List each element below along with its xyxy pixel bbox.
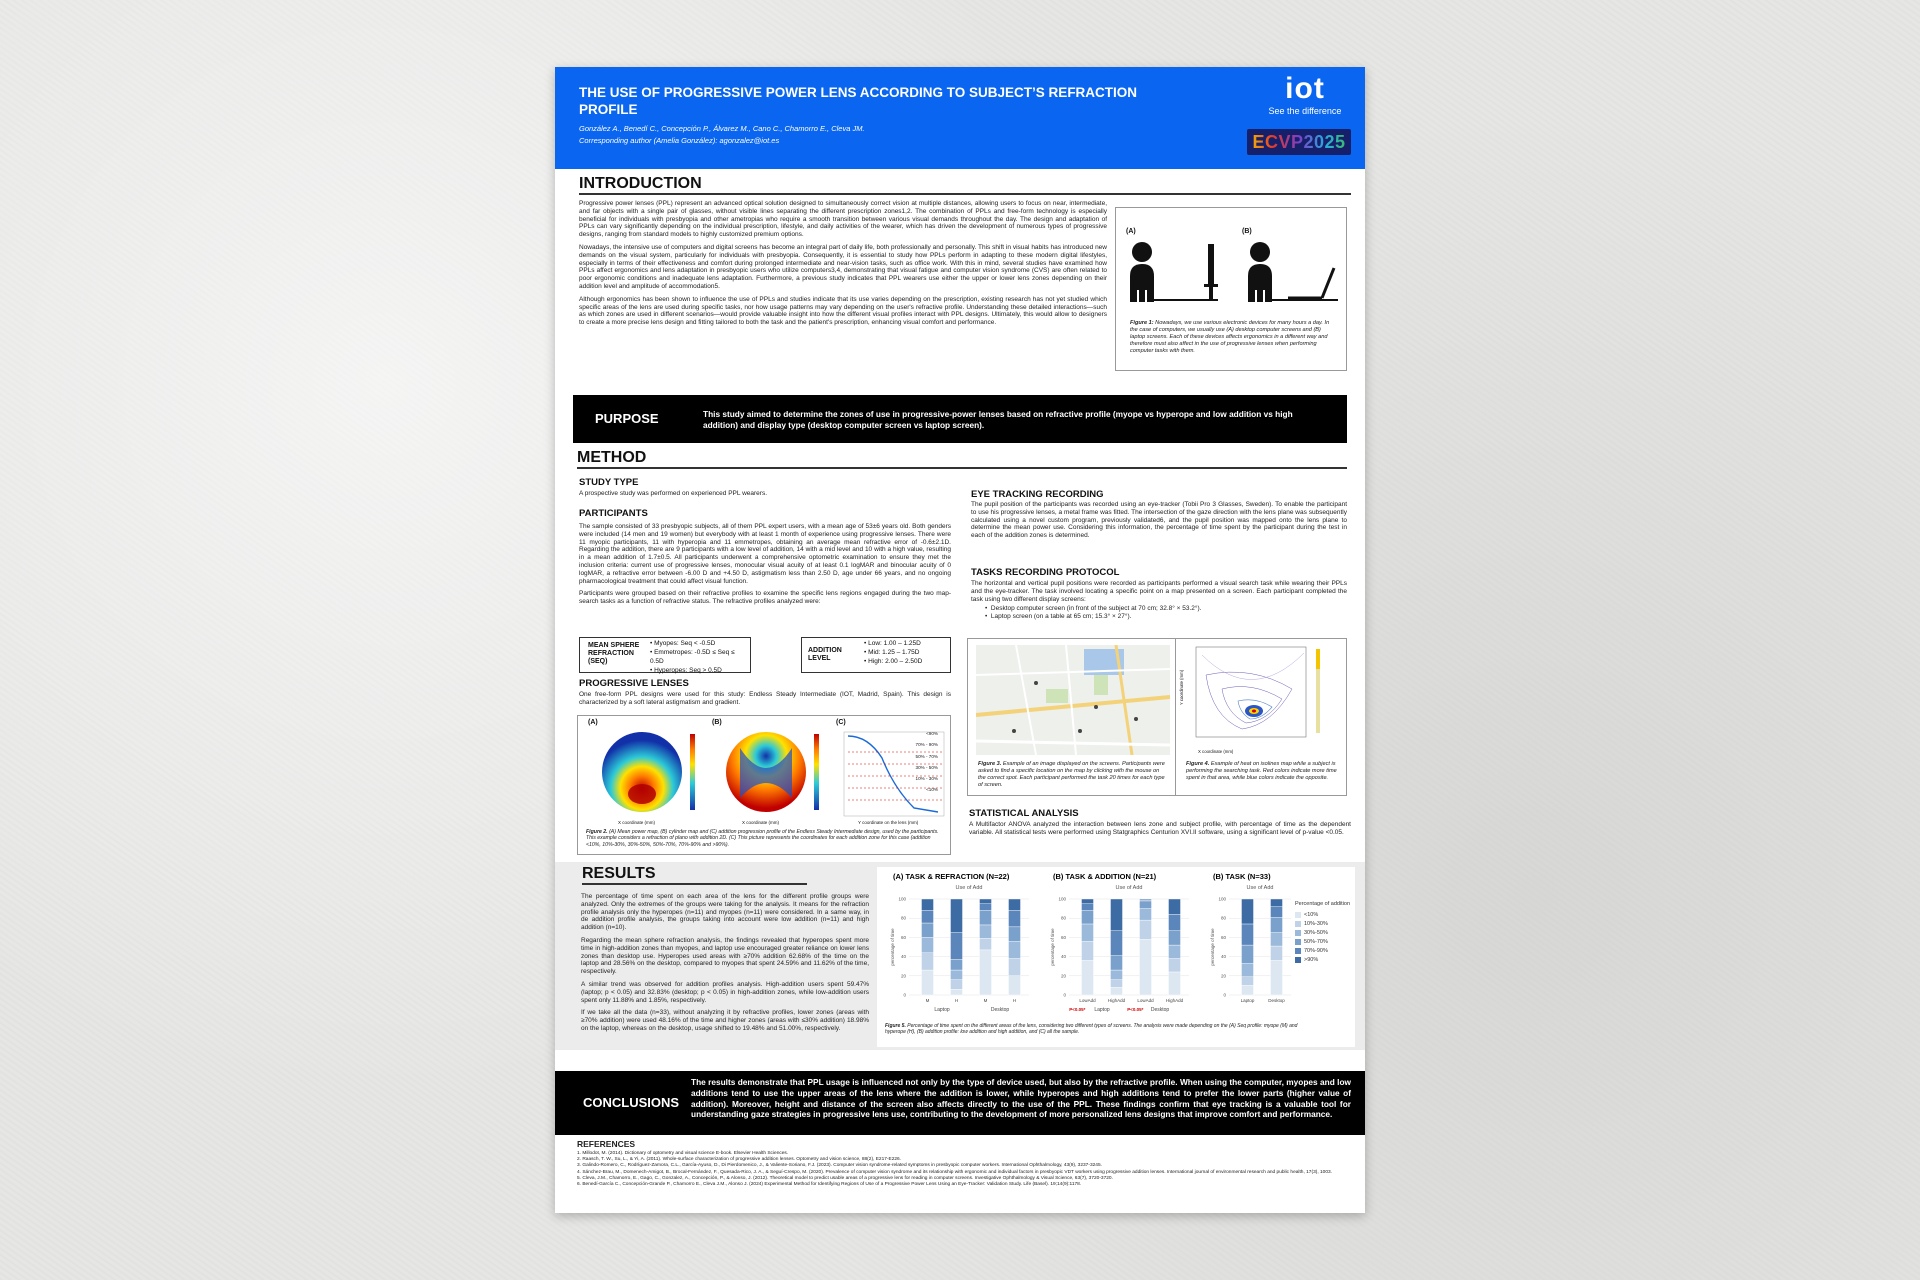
eye-tracking-heading: EYE TRACKING RECORDING — [971, 489, 1104, 500]
ecvp-logo: ECVP2025 — [1247, 129, 1351, 155]
significance-annotation: P<0.05* — [1127, 1007, 1144, 1012]
bar-segment — [1169, 959, 1181, 972]
authors: González A., Benedí C., Concepción P., Álvarez M., Cano C., Chamorro E., Cleva JM. — [579, 124, 865, 133]
bar-segment — [1111, 970, 1123, 980]
poster-header — [555, 67, 1365, 169]
addition-item: • High: 2.00 – 2.50D — [864, 657, 922, 666]
fig1-label-a: (A) — [1126, 228, 1136, 235]
bar-segment — [1082, 911, 1094, 924]
fig1-caption-text: Nowadays, we use various electronic devices for many hours a day. In the case of computers, we usually use (A) desktop computer screens and (B) laptop screens. Each of these devices affects ergonomics in a different way and therefore must also affect in the use of progressive lenses when performing computer tasks with them. — [1130, 320, 1330, 354]
study-type-text: A prospective study was performed on experienced PPL wearers. — [579, 490, 767, 497]
bar-segment — [1271, 946, 1283, 960]
fig1-caption-label: Figure 1: — [1130, 320, 1154, 326]
seq-list — [650, 639, 750, 675]
bar-segment — [1242, 963, 1254, 976]
y-tick-label: 80 — [900, 915, 906, 921]
chart-title: (A) TASK & REFRACTION (N=22) — [893, 872, 1010, 881]
bar-segment — [1111, 956, 1123, 970]
figure-1 — [1115, 207, 1347, 371]
intro-paragraph-1: Progressive power lenses (PPL) represent an advanced optical solution designed to simultaneously correct vision at multiple distances, allowing users to focus on near, intermediate, and far objects with a single pair of glasses, without visible lines separating the different prescription zones1,2. The combination of PPLs and free-form technology is especially beneficial for individuals with presbyopia and other ametropias who require a smooth transition between various visual demands throughout the day. The design and adaptation of PPLs can vary significantly depending on the individual prescription, lifestyle, and daily activities of the wearer, which has driven the development of numerous types of progressive designs, ranging from standard models to highly customized premium options. — [579, 200, 1107, 239]
bar-segment — [922, 899, 934, 911]
fig2-caption — [586, 829, 946, 848]
addition-list — [864, 639, 922, 666]
x-tick-label: LowAdd — [1079, 998, 1096, 1003]
chart-subtitle: Use of Add — [1115, 885, 1143, 891]
results-paragraph-4: If we take all the data (n=33), without analyzing it by refractive profiles, lower zones (areas with ≥70% addition) were used 48.16% of the time and higher zones (areas with ≤30% addition) 18.98% on the laptop, whereas on the desktop, usage shifted to 19.48% and 51.00%, respectively. — [581, 1009, 869, 1032]
bar-segment — [980, 899, 992, 904]
x-tick-label: LowAdd — [1137, 998, 1154, 1003]
bar-segment — [1082, 904, 1094, 911]
addition-label: ADDITION LEVEL — [808, 647, 842, 662]
bar-segment — [1140, 909, 1152, 921]
bar-segment — [1082, 941, 1094, 960]
y-tick-label: 100 — [898, 896, 906, 902]
conclusions-banner — [555, 1071, 1365, 1135]
fig2c-zone: <10% — [926, 787, 938, 793]
bar-segment — [1242, 899, 1254, 924]
bar-segment — [951, 989, 963, 995]
legend-swatch — [1295, 912, 1301, 918]
legend-swatch — [1295, 930, 1301, 936]
y-tick-label: 40 — [1220, 954, 1226, 960]
x-tick-label: H — [954, 998, 959, 1003]
figure-4 — [1175, 638, 1347, 796]
legend-item — [1295, 938, 1353, 947]
y-tick-label: 100 — [1218, 896, 1226, 902]
fig3-caption — [978, 761, 1168, 789]
bar-segment — [1009, 911, 1021, 927]
bar-segment — [980, 925, 992, 938]
results-paragraph-3: A similar trend was observed for addition profiles analysis. High-addition users spent 59.47% (laptop; p < 0.05) and 32.83% (desktop; p < 0.05) in high-addition zones, while low-addition users spent only 11.88% and 1.85%, respectively. — [581, 980, 869, 1004]
bar-segment — [1009, 976, 1021, 995]
conclusions-label: CONCLUSIONS — [583, 1095, 680, 1110]
method-heading: METHOD — [577, 449, 1347, 469]
bar-segment — [1082, 960, 1094, 995]
fig3-caption-label: Figure 3. — [978, 761, 1002, 767]
reference-item: 3. Galindo-Romero, C., Rodríguez-Zamora, C.L., García-Ayuso, D., Di Pierdomenico, J., & Valiente-Soriano, F.J. (2023). Computer vision syndrome-related symptoms in presbyopic computer workers. International Ophthalmology, 43(9), 3237-3245. — [577, 1163, 1102, 1169]
iot-logo-text: iot — [1285, 72, 1325, 105]
figure-3 — [967, 638, 1177, 796]
legend-label: 30%-50% — [1304, 930, 1328, 936]
y-tick-label: 40 — [900, 954, 906, 960]
desktop-user-icon — [1130, 242, 1218, 302]
bar-segment — [1140, 920, 1152, 939]
legend-item — [1295, 947, 1353, 956]
bar-segment — [1009, 927, 1021, 941]
fig2-label-c: (C) — [836, 719, 846, 726]
addition-profile-box — [801, 637, 951, 673]
bar-segment — [1111, 899, 1123, 931]
bar-segment — [1169, 972, 1181, 995]
legend-item — [1295, 929, 1353, 938]
intro-heading: INTRODUCTION — [579, 175, 1351, 195]
bar-segment — [980, 950, 992, 995]
y-tick-label: 20 — [900, 973, 906, 979]
bar-segment — [1169, 914, 1181, 930]
legend-item — [1295, 920, 1353, 929]
y-tick-label: 80 — [1060, 915, 1066, 921]
x-tick-label: HighAdd — [1107, 998, 1126, 1003]
bar-segment — [1169, 899, 1181, 914]
results-heading: RESULTS — [582, 865, 807, 885]
figure-5 — [877, 867, 1355, 1047]
y-axis-label: percentage of time — [1210, 928, 1215, 966]
figure-5-charts — [877, 867, 1355, 1017]
fig4-ylabel: Y coordinate (mm) — [1179, 669, 1185, 706]
fig2c-zone-labels — [844, 728, 944, 796]
intro-text — [579, 200, 1107, 332]
reference-item: 2. Raasch, T. W., Su, L., & Yi, A. (2011). Whole-surface characterization of progressive addition lenses. Optometry and vision science, 88(2), E217-E226. — [577, 1157, 902, 1163]
statistical-analysis-heading: STATISTICAL ANALYSIS — [969, 808, 1079, 819]
fig1-illustration — [1124, 242, 1340, 302]
fig2c-zone: 70% - 90% — [915, 742, 938, 748]
y-tick-label: 40 — [1060, 954, 1066, 960]
fig4-caption — [1186, 761, 1340, 782]
bar-segment — [1082, 924, 1094, 941]
tasks-item-desktop: Desktop computer screen (in front of the subject at 70 cm; 32.8° × 53.2°). — [990, 605, 1202, 613]
results-text — [581, 893, 869, 1038]
laptop-user-icon — [1248, 242, 1338, 302]
addition-item: • Low: 1.00 – 1.25D — [864, 639, 922, 648]
legend-swatch — [1295, 939, 1301, 945]
bar-segment — [1242, 977, 1254, 986]
bar-segment — [1009, 959, 1021, 976]
legend-title: Percentage of addition — [1295, 901, 1351, 907]
x-group-label: Desktop — [990, 1007, 1010, 1013]
bar-segment — [1271, 933, 1283, 946]
fig2-label-b: (B) — [712, 719, 722, 726]
x-tick-label: Desktop — [1268, 998, 1285, 1003]
bar-segment — [1271, 907, 1283, 918]
y-tick-label: 60 — [1220, 934, 1226, 940]
participants-paragraph-1: The sample consisted of 33 presbyopic subjects, all of them PPL expert users, with a mean age of 53±6 years old. Both genders were included (14 men and 19 women) but everybody with at least 1 month of experience using progressive lenses. There were 11 myopic participants, 11 with hyperopia and 11 emmetropes, obtaining an average mean refractive error of -0.6±2.1D. Regarding the addition, there are 9 participants with a low level of addition, 14 with a mid level and 10 with a high value, resulting in a mean addition of 1.7±0.5. All participants underwent a comprehensive optometric examination to ensure they met the inclusion criteria: current use of progressive lenses, monocular visual acuity of at least 0.1 logMAR and binocular acuity of 0 logMAR, a refractive error between -6.00 D and +4.50 D, astigmatism less than 2.50 D, age under 66 years, and no ongoing pharmacological treatment that could affect visual function. — [579, 523, 951, 585]
bar-segment — [1009, 899, 1021, 911]
author-list — [579, 123, 865, 147]
references — [577, 1139, 1347, 1188]
fig2-caption-text: (A) Mean power map, (B) cylinder map and (C) addition progression profile of the Endless Steady Intermediate design, used by the participants. This example considers a refraction of plano with addition 2D. (C) This picture represents the coordinates for each addition zone for this case (addition <10%, 10%-30%, 30%-50%, 50%-70%, 70%-90% and >90%). — [586, 829, 939, 848]
tasks-text — [971, 580, 1347, 621]
purpose-label: PURPOSE — [595, 411, 659, 426]
x-tick-label: M — [983, 998, 988, 1003]
seq-item: • Hyperopes: Seq > 0.5D — [650, 666, 750, 675]
reference-item: 4. Sánchez-Brau, M., Domenech-Amigot, B., Brocal-Fernández, F., Quesada-Rico, J. A., & Seguí-Crespo, M. (2020). Prevalence of computer vision syndrome and its relationship with ergonomic and individual factors in presbyopic VDT workers using progressive addition lenses. International journal of environmental research and public health, 17(3), 1003. — [577, 1169, 1333, 1175]
ppl-text: One free-form PPL designs were used for this study: Endless Steady Intermediate (IOT, Madrid, Spain). This design is characterized by a soft lateral astigmatism and gradient. — [579, 691, 951, 706]
bar-segment — [922, 970, 934, 995]
fig5-caption — [885, 1023, 1315, 1035]
bar-segment — [1242, 985, 1254, 995]
significance-annotation: P<0.05* — [1069, 1007, 1086, 1012]
x-tick-label: Laptop — [1240, 998, 1255, 1003]
y-tick-label: 60 — [900, 934, 906, 940]
fig1-label-b: (B) — [1242, 228, 1252, 235]
y-axis-label: percentage of time — [1050, 928, 1055, 966]
bar-segment — [951, 899, 963, 933]
iot-logo-tagline: See the difference — [1268, 106, 1342, 116]
tasks-list-item: • Laptop screen (on a table at 65 cm; 15.3° × 27°). — [985, 613, 1132, 621]
fig2-caption-label: Figure 2. — [586, 829, 608, 835]
x-group-label: Laptop — [1094, 1007, 1110, 1013]
statistical-analysis-text: A Multifactor ANOVA analyzed the interaction between lens zone and subject profile, with percentage of time as the dependent variable. All statistical tests were performed using Statgraphics Centurion XVI.II software, using a significant level of p-value <0.05. — [969, 821, 1351, 836]
fig5-caption-label: Figure 5. — [885, 1023, 906, 1029]
heatmap-isolines — [1182, 645, 1342, 751]
chart-subtitle: Use of Add — [1246, 885, 1274, 891]
y-tick-label: 0 — [1223, 992, 1226, 998]
bar-segment — [1140, 939, 1152, 995]
y-tick-label: 20 — [1060, 973, 1066, 979]
chart-subtitle: Use of Add — [955, 885, 983, 891]
bar-segment — [1140, 901, 1152, 909]
participants-text — [579, 523, 951, 611]
results-paragraph-2: Regarding the mean sphere refraction analysis, the findings revealed that hyperopes spent more time in high-addition zones than myopes, and laptop use encouraged greater reliance on lower lens zones than desktop use. Hyperopes used areas with ≥70% addition 62.68% of the time on the laptop and 28.56% on the desktop, compared to myopes that spent 24.59% and 11.62% of the time, respectively. — [581, 936, 869, 976]
purpose-banner — [573, 395, 1347, 443]
iot-logo — [1260, 72, 1350, 117]
x-tick-label: M — [925, 998, 930, 1003]
participants-paragraph-2: Participants were grouped based on their refractive profiles to examine the specific lens regions engaged during the two map-search tasks as a function of refractive status. The refractive profiles analyzed were: — [579, 590, 951, 606]
bar-segment — [1009, 941, 1021, 958]
legend-item — [1295, 911, 1353, 920]
y-axis-label: percentage of time — [890, 928, 895, 966]
y-tick-label: 100 — [1058, 896, 1066, 902]
bar-segment — [980, 911, 992, 925]
bar-segment — [980, 938, 992, 950]
reference-item: 6. Benedí-García C., Concepción-Grande P., Chamorro E., Cleva J.M., Alonso J. (2024) Experimental Method for Identifying Regions of Use of a Progressive Power Lens Using an Eye-Tracker: Validation Study. Life (Basel). 19;14(9):1178. — [577, 1182, 1082, 1188]
bar-segment — [1140, 899, 1152, 900]
bar-segment — [1271, 899, 1283, 907]
fig2c-axis-label: Y coordinate on the lens (mm) — [858, 820, 919, 825]
chart-title: (B) TASK & ADDITION (N=21) — [1053, 872, 1157, 881]
bar-segment — [922, 923, 934, 937]
bar-segment — [1111, 987, 1123, 995]
chart-title: (B) TASK (N=33) — [1213, 872, 1271, 881]
ppl-heading: PROGRESSIVE LENSES — [579, 678, 689, 689]
x-group-label: Desktop — [1150, 1007, 1170, 1013]
y-tick-label: 0 — [1063, 992, 1066, 998]
fig2c-zone: <90% — [926, 731, 938, 736]
reference-item: 5. Cleva, J.M., Chamorro, E., Gago, C., Gonzalez, A., Concepción, P., & Alonso, J. (2012). Theoretical model to predict usable areas of a progressive lens for reading in computer screens. Investigative Ophthalmology & Visual Science, 63(7), 3720-3720. — [577, 1175, 1113, 1181]
fig2c-zone: 50% - 70% — [915, 753, 938, 759]
bar-segment — [1169, 931, 1181, 945]
seq-item: • Emmetropes: -0.5D ≤ Seq ≤ 0.5D — [650, 648, 750, 666]
tasks-item-laptop: Laptop screen (on a table at 65 cm; 15.3° × 27°). — [990, 613, 1132, 621]
y-tick-label: 0 — [903, 992, 906, 998]
fig3-caption-text: Example of an image displayed on the screens. Participants were asked to find a specific location on the map by clicking with the mouse on the correct spot. Each participant performed the task 20 times for each type of screen. — [978, 761, 1165, 788]
purpose-text: This study aimed to determine the zones of use in progressive-power lenses based on refractive profile (myope vs hyperope and low addition vs high addition) and display type (desktop computer screen vs laptop screen). — [703, 409, 1293, 430]
tasks-list-item: • Desktop computer screen (in front of the subject at 70 cm; 32.8° × 53.2°). — [985, 605, 1202, 613]
fig4-caption-label: Figure 4. — [1186, 761, 1210, 767]
bar-segment — [1111, 980, 1123, 988]
legend-label: 50%-70% — [1304, 939, 1328, 945]
bar-segment — [1271, 960, 1283, 995]
seq-profile-box — [579, 637, 751, 673]
intro-paragraph-3: Although ergonomics has been shown to influence the use of PPLs and studies indicate that its use varies depending on the prescription, existing research has not yet studied which specific areas of the lens are used during specific tasks, nor how usage patterns may vary depending on the user's refractive profile. Understanding these detailed interactions—such as which zones are used in different scenarios—would provide valuable insight into how the different visual profiles interact with PPL designs. Ultimately, this would allow to designers to create a more precise lens design and fitting tailored to both the task and the patient's prescription, enhancing visual comfort and performance. — [579, 295, 1107, 327]
bar-segment — [951, 959, 963, 970]
fig4-xlabel: X coordinate (mm) — [1198, 749, 1234, 754]
fig2b-axis-label: X coordinate (mm) — [742, 820, 780, 825]
references-heading: REFERENCES — [577, 1139, 636, 1149]
legend-items — [1295, 911, 1353, 965]
bar-segment — [1082, 899, 1094, 904]
x-group-label: Laptop — [934, 1007, 950, 1013]
bar-segment — [1242, 945, 1254, 963]
fig2c-zone: 30% - 50% — [915, 764, 938, 770]
bar-segment — [1111, 931, 1123, 956]
legend-swatch — [1295, 948, 1301, 954]
seq-item: • Myopes: Seq < -0.5D — [650, 639, 750, 648]
corresponding-author: Corresponding author (Amelia González): agonzalez@iot.es — [579, 136, 780, 145]
fig4-caption-text: Example of heat on isolines map while a subject is performing the searching task. Red colors indicate more time spent in that area, while blue colors indicate the opposite. — [1186, 761, 1337, 781]
bar-segment — [1169, 945, 1181, 958]
bar-segment — [1242, 924, 1254, 945]
participants-heading: PARTICIPANTS — [579, 508, 648, 519]
legend-item — [1295, 956, 1353, 965]
bar-segment — [951, 970, 963, 980]
y-tick-label: 80 — [1220, 915, 1226, 921]
addition-item: • Mid: 1.25 – 1.75D — [864, 648, 922, 657]
poster — [555, 67, 1365, 1213]
map-image — [976, 645, 1170, 755]
cylinder-map — [726, 732, 819, 812]
intro-paragraph-2: Nowadays, the intensive use of computers and digital screens has become an integral part of daily life, both professionally and personally. This shift in visual habits has introduced new demands on the visual system, particularly for individuals with presbyopia. Consequently, it is essential to study how PPLs perform in adapting to these modern digital lifestyles, especially in terms of their effectiveness and comfort during prolonged intermediate and near-vision tasks, such as office work. With this in mind, several studies have examined how PPLs affect ergonomics and lens adaptation in presbyopic users who utilize computers3,4, demonstrating that visual fatigue and computer vision syndrome (CVS) are often related to poor ergonomic conditions and inadequate lens adaptation. Furthermore, a previous study indicates that PPL wearers use either the upper or lower lens zones depending on their addition level and amplitude of accommodation5. — [579, 243, 1107, 290]
study-type-heading: STUDY TYPE — [579, 477, 639, 488]
bar-segment — [922, 937, 934, 952]
x-tick-label: HighAdd — [1165, 998, 1184, 1003]
reference-item: 1. Millodot, M. (2014). Dictionary of optometry and visual science E-book. Elsevier Health Sciences. — [577, 1151, 789, 1156]
y-tick-label: 20 — [1220, 973, 1226, 979]
y-tick-label: 60 — [1060, 934, 1066, 940]
mean-power-map — [602, 732, 695, 812]
tasks-heading: TASKS RECORDING PROTOCOL — [971, 567, 1120, 578]
chart-legend — [1295, 901, 1353, 965]
bar-segment — [951, 933, 963, 960]
conclusions-text: The results demonstrate that PPL usage is influenced not only by the type of device used, but also by the refractive profile. When using the computer, myopes and low additions tend to use the upper areas of the lens where the addition is lower, while hyperopes and high additions tend to prefer the lower parts (higher value of addition). Moreover, height and distance of the screen also affects directly to the use of the PPL. These findings confirm that eye tracking is a valuable tool for understanding gaze strategies in progressive lens use, contributing to the development of more personalized lens designs that improve comfort and performance. — [691, 1077, 1351, 1120]
eye-tracking-text: The pupil position of the participants was recorded using an eye-tracker (Tobii Pro 3 Glasses, Sweden). To enable the participant to use his progressive lenses, a metal frame was fitted. The intersection of the gaze direction with the lens plane was subsequently calculated using a novel custom program, previously validated6, and the pupil position was mapped onto the lens plane to determine the mean power use. Considering this information, the percentage of time spent by the participant during the test in each of the addition zones is determined. — [971, 501, 1347, 540]
legend-label: 70%-90% — [1304, 948, 1328, 954]
legend-label: <10% — [1304, 912, 1319, 918]
bar-segment — [980, 904, 992, 911]
results-paragraph-1: The percentage of time spent on each area of the lens for the different profile groups were analyzed. Only the extremes of the groups were taking for the analysis. It means for the refraction profile analysis only the hyperopes (n=11) and myopes (n=11) were considered. In a same way, in de addition profile analysis, the groups taking into account were low addition (n=11) and high addition (n=10). — [581, 893, 869, 932]
legend-label: 10%-30% — [1304, 921, 1328, 927]
fig2-label-a: (A) — [588, 719, 598, 726]
poster-title: THE USE OF PROGRESSIVE POWER LENS ACCORDING TO SUBJECT’S REFRACTION PROFILE — [579, 85, 1138, 117]
legend-label: >90% — [1304, 957, 1319, 963]
tasks-paragraph: The horizontal and vertical pupil positions were recorded as participants performed a visual search task while wearing their PPLs and the eye-tracker. The task involved locating a specific point on a map presented on a screen. Each participant completed the task using two different display screens: — [971, 580, 1347, 603]
fig1-caption — [1130, 320, 1336, 355]
bar-segment — [1271, 917, 1283, 932]
fig2c-zone: 10% - 30% — [915, 776, 938, 782]
legend-swatch — [1295, 921, 1301, 927]
fig2a-axis-label: X coordinate (mm) — [618, 820, 656, 825]
legend-swatch — [1295, 957, 1301, 963]
bar-segment — [922, 953, 934, 970]
bar-segment — [951, 980, 963, 990]
seq-label: MEAN SPHERE REFRACTION (SEQ) — [588, 642, 640, 665]
x-tick-label: H — [1012, 998, 1017, 1003]
fig5-caption-text: Percentage of time spent on the different areas of the lens, considering two different types of screens. The analysis were made depending on the (A) Seq profile: myope (M) and hyperope (H), (B) addition profile: low addition and high addition, and (C) all the sample. — [885, 1023, 1298, 1036]
bar-segment — [922, 911, 934, 923]
figure-2 — [577, 715, 951, 855]
